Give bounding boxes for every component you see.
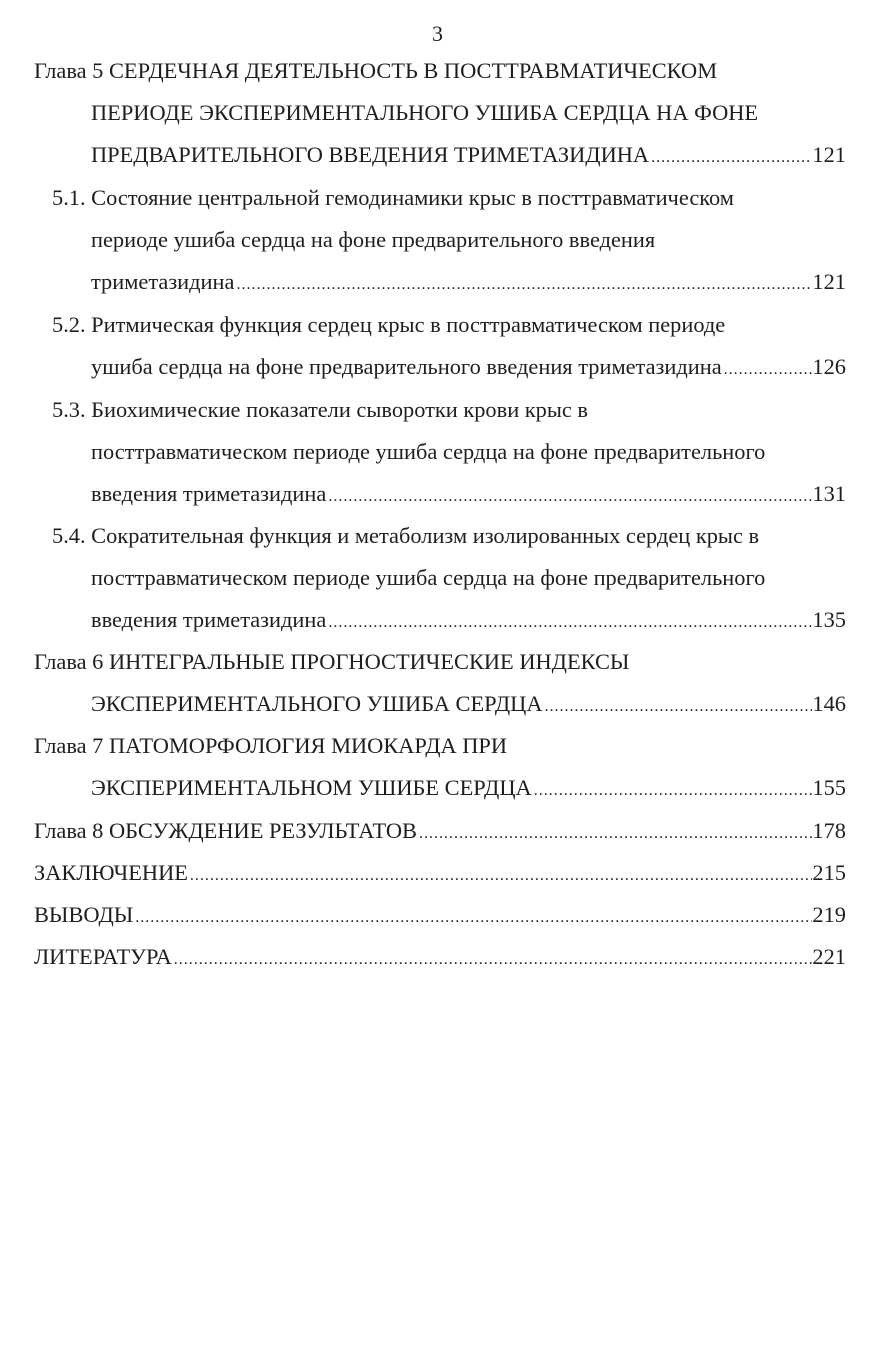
dot-leader xyxy=(133,903,812,933)
dot-leader xyxy=(649,143,812,173)
toc-entry-line xyxy=(34,816,846,846)
dot-leader xyxy=(188,861,812,891)
toc-entry-text: введения триметазидина xyxy=(91,607,327,632)
toc-entry-text: Глава 5 СЕРДЕЧНАЯ ДЕЯТЕЛЬНОСТЬ В ПОСТТРАВМАТИЧЕСКОМ xyxy=(34,58,718,83)
dot-leader xyxy=(172,945,813,975)
dot-leader xyxy=(234,270,812,300)
toc-entry-text: ПЕРИОДЕ ЭКСПЕРИМЕНТАЛЬНОГО УШИБА СЕРДЦА НА ФОНЕ xyxy=(91,100,759,125)
toc-entry-text: 5.2. Ритмическая функция сердец крыс в посттравматическом периоде xyxy=(52,312,726,337)
toc-entry-text: Глава 6 ИНТЕГРАЛЬНЫЕ ПРОГНОСТИЧЕСКИЕ ИНДЕКСЫ xyxy=(34,649,630,674)
toc-entry-text: 5.1. Состояние центральной гемодинамики крыс в посттравматическом xyxy=(52,185,734,210)
toc-entry-text: посттравматическом периоде ушиба сердца на фоне предварительного xyxy=(91,565,766,590)
toc-entry-line xyxy=(34,942,846,972)
toc-page-number: 215 xyxy=(812,860,846,885)
toc-page-number: 219 xyxy=(812,902,846,927)
page-number: 3 xyxy=(432,21,443,46)
toc-entry-text: 5.4. Сократительная функция и метаболизм изолированных сердец крыс в xyxy=(52,523,760,548)
toc-entry-text: ушиба сердца на фоне предварительного введения триметазидина xyxy=(91,354,722,379)
toc-entry-line xyxy=(34,647,629,677)
toc-entry-line xyxy=(52,183,734,213)
toc-entry-line xyxy=(91,773,846,803)
toc-entry-text: 5.3. Биохимические показатели сыворотки крови крыс в xyxy=(52,397,588,422)
dot-leader xyxy=(722,355,813,385)
dot-leader xyxy=(532,776,813,806)
toc-entry-line xyxy=(91,479,846,509)
toc-entry-text: ПРЕДВАРИТЕЛЬНОГО ВВЕДЕНИЯ ТРИМЕТАЗИДИНА xyxy=(91,142,650,167)
toc-page-number: 126 xyxy=(812,354,846,379)
toc-page-number: 121 xyxy=(812,269,846,294)
toc-entry-text: ЗАКЛЮЧЕНИЕ xyxy=(34,860,188,885)
toc-entry-text: Глава 7 ПАТОМОРФОЛОГИЯ МИОКАРДА ПРИ xyxy=(34,733,508,758)
toc-entry-line xyxy=(91,437,765,467)
toc-entry-line xyxy=(34,900,846,930)
toc-entry-line xyxy=(34,731,507,761)
toc-entry-line xyxy=(91,267,846,297)
toc-entry-text: Глава 8 ОБСУЖДЕНИЕ РЕЗУЛЬТАТОВ xyxy=(34,818,417,843)
toc-page-number: 135 xyxy=(812,607,846,632)
toc-entry-line xyxy=(91,605,846,635)
toc-entry-line xyxy=(52,395,588,425)
toc-entry-line xyxy=(34,858,846,888)
dot-leader xyxy=(417,819,812,849)
toc-entry-line xyxy=(52,310,725,340)
toc-entry-line xyxy=(91,689,846,719)
toc-entry-text: триметазидина xyxy=(91,269,235,294)
toc-entry-line xyxy=(91,140,846,170)
toc-entry-line xyxy=(91,352,846,382)
dot-leader xyxy=(326,482,812,512)
toc-entry-text: ЭКСПЕРИМЕНТАЛЬНОМ УШИБЕ СЕРДЦА xyxy=(91,775,532,800)
toc-entry-text: введения триметазидина xyxy=(91,481,327,506)
toc-page-number: 221 xyxy=(812,944,846,969)
toc-page-number: 146 xyxy=(812,691,846,716)
toc-entry-line xyxy=(52,521,759,551)
toc-entry-text: ВЫВОДЫ xyxy=(34,902,134,927)
toc-page-number: 131 xyxy=(812,481,846,506)
toc-page-number: 178 xyxy=(812,818,846,843)
dot-leader xyxy=(326,608,812,638)
toc-page-number: 155 xyxy=(812,775,846,800)
dot-leader xyxy=(543,692,813,722)
toc-page-number: 121 xyxy=(812,142,846,167)
toc-entry-line xyxy=(91,225,655,255)
toc-entry-text: ЭКСПЕРИМЕНТАЛЬНОГО УШИБА СЕРДЦА xyxy=(91,691,543,716)
toc-entry-line xyxy=(91,563,765,593)
toc-entry-text: посттравматическом периоде ушиба сердца на фоне предварительного xyxy=(91,439,766,464)
toc-entry-line xyxy=(34,56,717,86)
toc-entry-text: периоде ушиба сердца на фоне предварительного введения xyxy=(91,227,656,252)
toc-entry-text: ЛИТЕРАТУРА xyxy=(34,944,172,969)
toc-entry-line xyxy=(91,98,758,128)
